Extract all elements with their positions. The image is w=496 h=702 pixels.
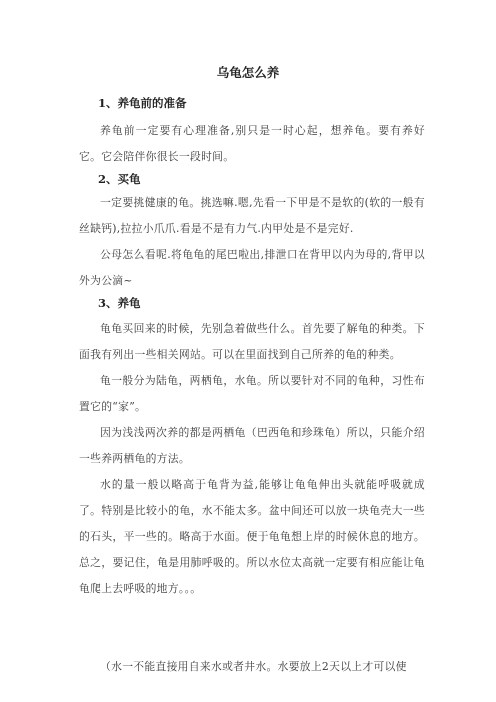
paragraph-raising-types: 龟一般分为陆龟，两栖龟，水龟。所以要针对不同的龟种，习性布置它的“家”。	[79, 374, 425, 413]
paragraph-raising-amphibious: 因为浅浅两次养的都是两栖龟（巴西龟和珍珠龟）所以，只能介绍一些养两栖龟的方法。	[79, 426, 425, 465]
section-heading-buying: 2、买龟	[98, 172, 141, 186]
paragraph-raising-species: 龟龟买回来的时候，先别急着做些什么。首先要了解龟的种类。下面我有列出一些相关网站。可以在里面找到自己所养的龟的种类。	[79, 322, 425, 361]
paragraph-raising-water-source: （水一不能直接用自来水或者井水。水要放上2天以上才可以使	[100, 660, 407, 673]
paragraph-buying-gender: 公母怎么看呢.将龟龟的尾巴啦出,排泄口在背甲以内为母的,背甲以外为公滴~	[79, 248, 425, 287]
paragraph-raising-water-level: 水的量一般以略高于龟背为益,能够让龟龟伸出头就能呼吸就成了。特别是比较小的龟，水不能太多。盆中间还可以放一块龟壳大一些的石头，平一些的。略高于水面。便于龟龟想上岸的时候休息的地方。总之，要记住，龟是用肺呼吸的。所以水位太高就一定要有相应能让龟龟爬上去呼吸的地方。。。	[79, 478, 425, 595]
paragraph-preparation: 养龟前一定要有心理准备,别只是一时心起，想养龟。要有养好它。它会陪伴你很长一段时间。	[79, 124, 425, 163]
paragraph-buying-health: 一定要挑健康的龟。挑选嘛.嗯,先看一下甲是不是软的(软的一般有丝缺钙),拉拉小爪爪.看是不是有力气.内甲处是不是完好.	[79, 196, 425, 235]
section-heading-raising: 3、养龟	[98, 296, 141, 310]
document-title: 乌龟怎么养	[216, 65, 280, 80]
section-heading-preparation: 1、养龟前的准备	[98, 96, 187, 110]
